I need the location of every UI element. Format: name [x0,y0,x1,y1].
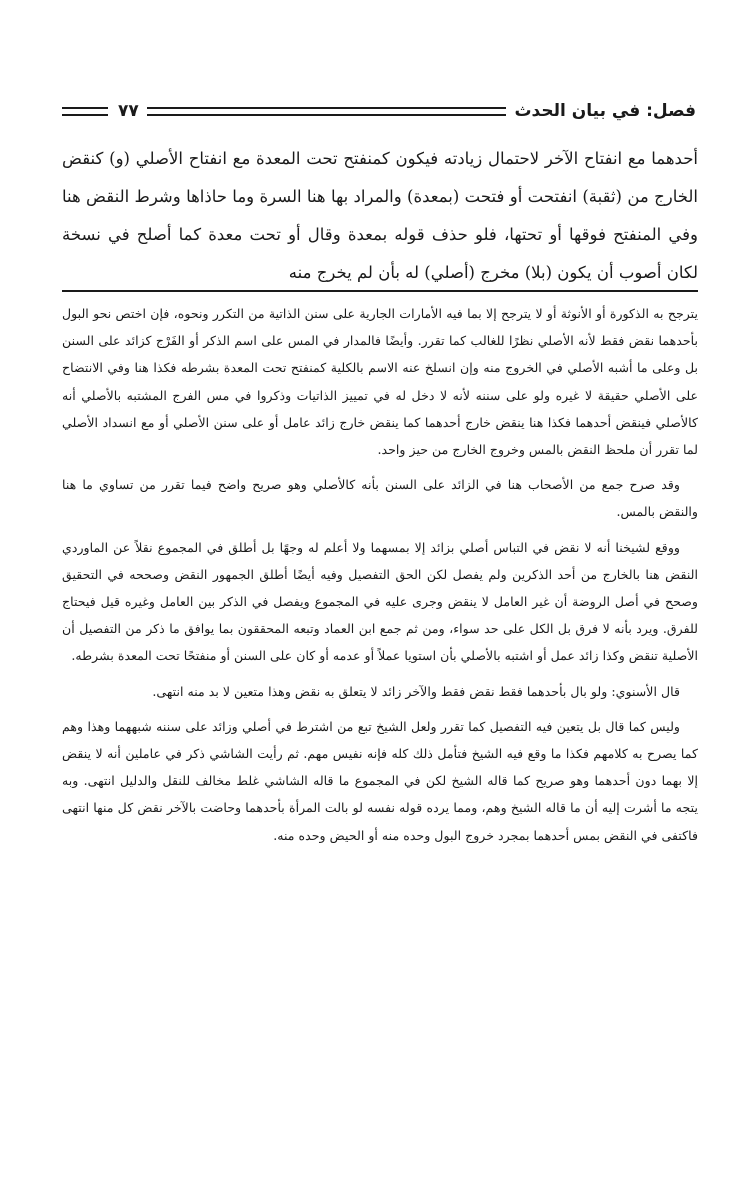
page-number: ٧٧ [118,101,139,121]
footnote-paragraph: ووقع لشيخنا أنه لا نقض في التباس أصلي بزائد إلا بمسهما ولا أعلم له وجهًا بل أطلق في المجموع نقلاً عن الماوردي النقض هنا بالخارج من أحد الذكرين ولم يفصل لكن الحق التفصيل وفيه أيضًا أطلق الجمهور النقض وصححه في التحقيق وصحح في أصل الروضة أن غير العامل لا ينقض وجرى عليه في المجموع ويفصل في الذكر بين العامل وغيره قيل فيحتاج للفرق. ويرد بأنه لا فرق بل الكل على حد سواء، ومن ثم جمع ابن العماد وتبعه المحققون بما يوافق ما ذكر من التفصيل أن الأصلية تنقض وكذا زائد عمل أو اشتبه بالأصلي بأن استويا عملاً أو عدمه أو كان على السنن أو منفتحًا تحت المعدة بشرطه. [62,539,698,664]
footnote-paragraph: وليس كما قال بل يتعين فيه التفصيل كما تقرر ولعل الشيخ تبع من اشترط في أصلي وزائد على سننه شبههما وهذا وهم كما يصرح به كلامهم فكذا ما وقع فيه الشيخ فتأمل ذلك كله فإنه نفيس مهم. ثم رأيت الشاشي ذكر في عاملين أنه لا ينقض إلا بهما دون أحدهما وهو صريح كما قاله الشيخ لكن في المجموع ما قاله الشاشي غلط مخالف للنقل والدليل انتهى. وبه يتجه ما أشرت إليه أن ما قاله الشيخ وهم، ومما يرده قوله نفسه لو بالت المرأة بأحدهما وحاضت بالآخر نقض كل منها انتهى فاكتفى في النقض بمس أحدهما بمجرد خروج البول وحده منه أو الحيض وحده منه. [62,718,699,843]
header-rule [147,107,507,116]
header-rule-short [62,107,108,116]
footnotes [62,300,698,857]
footnote-paragraph: يترجح به الذكورة أو الأنوثة أو لا يترجح إلا بما فيه الأمارات الجارية على سنن الذاتية من التكرر ونحوه، فإن اختص نحو البول بأحدهما نقض فقط لأنه الأصلي نظرًا للغالب كما تقرر. وأيضًا فالمدار في المس على اسم الذكر أو الفَرْج كزائد على السنن بل وعلى ما أشبه الأصلي في الخروج منه وإن انسلخ عنه الاسم بالكلية كمنفتح تحت المعدة بشرطه فكذا هنا وفي الانتضاح على الأصلي حقيقة لا غيره ولو على سننه لأنه لا دخل له في تمييز الذاتيات وذكروا في مس الفرج المشتبه بالأصلي أنه كالأصلي فينقض أحدهما فكذا هنا ينقض خارج أحدهما كما ينقض خارج زائد عامل أو على سنن الأصلي أو مع انسداد الأصلي لما تقرر أن ملحظ النقض بالمس وخروج الخارج من حيز واحد. [62,306,698,458]
chapter-title: فصل: في بيان الحدث [514,101,696,121]
main-paragraph: أحدهما مع انفتاح الآخر لاحتمال زيادته فيكون كمنفتح تحت المعدة مع انفتاح الأصلي (و) كنقض الخارج من (ثقبة) انفتحت أو فتحت (بمعدة) والمراد بها هنا السرة وما حاذاها وشرط النقض هنا وفي المنفتح فوقها أو تحتها، فلو حذف قوله بمعدة وقال أو تحت معدة كما أصلح في نسخة لكان أصوب أن يكون (بلا) مخرج (أصلي) له بأن لم يخرج منه [62,149,698,282]
footnote-separator [62,290,698,292]
footnote-paragraph: وقد صرح جمع من الأصحاب هنا في الزائد على السنن بأنه كالأصلي وهو صريح واضح فيما تقرر من تساوي ما هنا والنقض بالمس. [62,477,698,520]
footnote-paragraph: قال الأسنوي: ولو بال بأحدهما فقط نقض فقط والآخر زائد لا يتعلق به نقض وهذا متعين لا بد منه انتهى. [152,683,680,699]
running-header [62,94,696,128]
main-text [62,140,698,292]
